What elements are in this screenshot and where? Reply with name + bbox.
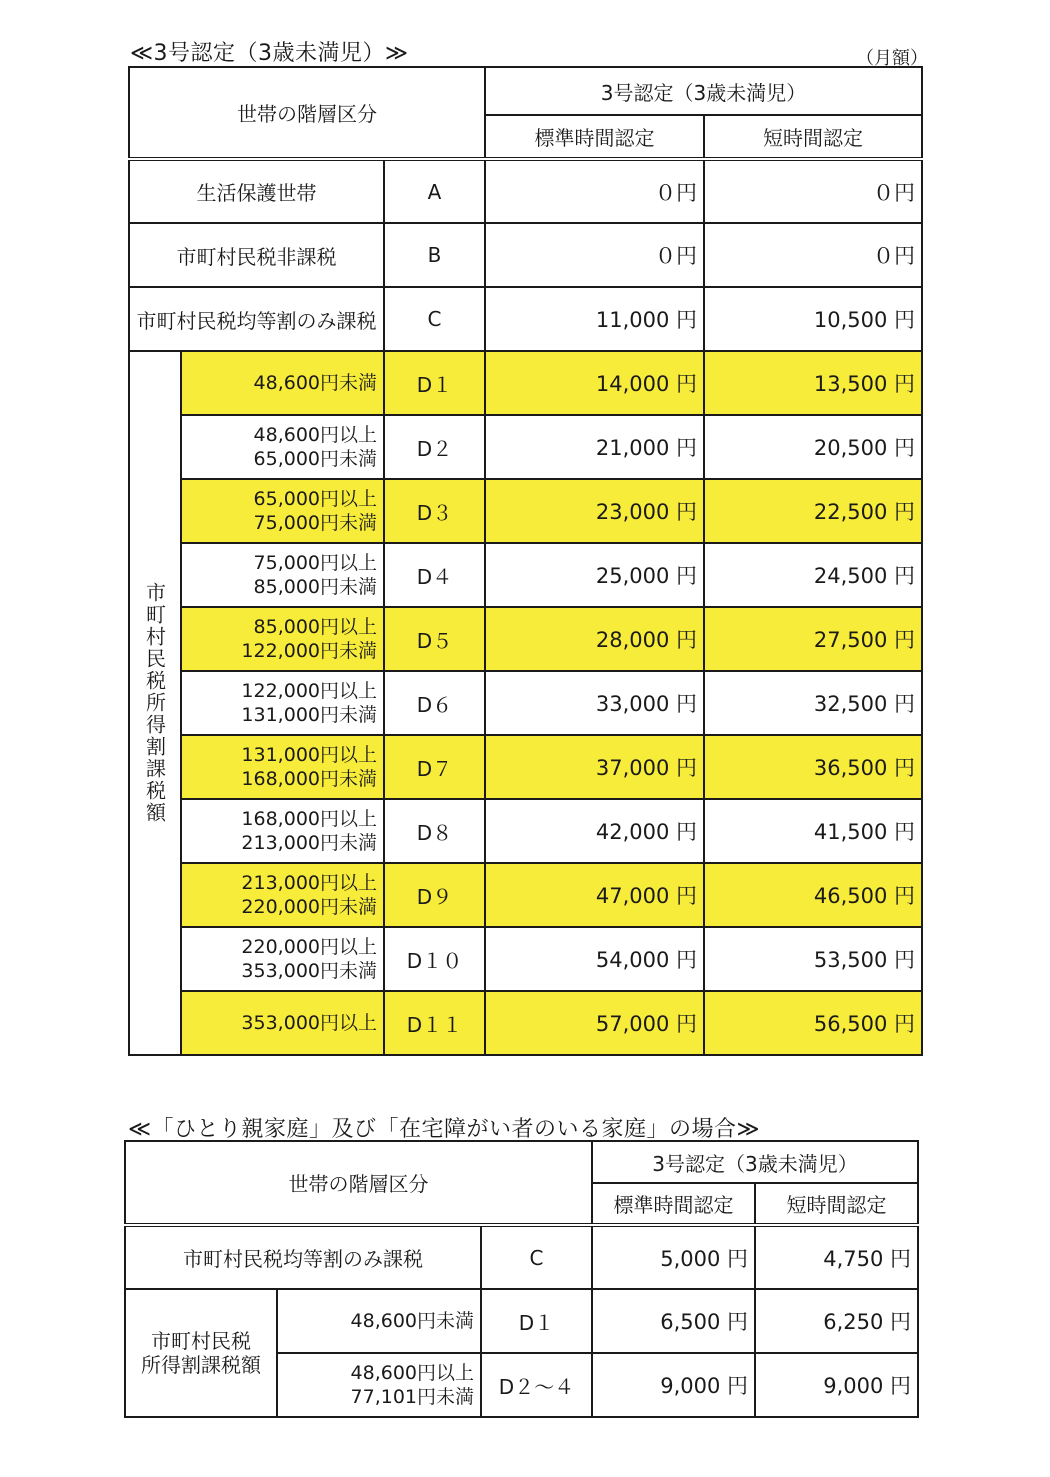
header-standard: 標準時間認定 [485, 115, 704, 159]
short-fee: 27,500 円 [704, 607, 922, 671]
fee-table-3go [128, 66, 923, 1056]
standard-fee: 42,000 円 [485, 799, 704, 863]
range-line-2: 213,000円未満 [241, 832, 377, 854]
header-standard: 標準時間認定 [592, 1183, 755, 1225]
income-range [181, 543, 384, 607]
table-row [129, 671, 922, 735]
header-group: 3号認定（3歳未満児） [485, 67, 922, 115]
short-fee: 36,500 円 [704, 735, 922, 799]
range-line-1: 48,600円未満 [350, 1310, 474, 1332]
range-line-1: 75,000円以上 [253, 552, 377, 574]
short-fee: 9,000 円 [755, 1353, 918, 1417]
range-line-1: 65,000円以上 [253, 488, 377, 510]
range-line-2: 85,000円未満 [253, 576, 377, 598]
range-line-1: 48,600円未満 [253, 372, 377, 394]
income-range [181, 607, 384, 671]
short-fee: 20,500 円 [704, 415, 922, 479]
short-fee: 4,750 円 [755, 1225, 918, 1289]
row-code: D４ [384, 543, 485, 607]
table-row [129, 351, 922, 415]
header-category: 世帯の階層区分 [125, 1141, 592, 1225]
short-fee: 32,500 円 [704, 671, 922, 735]
range-line-2: 220,000円未満 [241, 896, 377, 918]
header-short: 短時間認定 [755, 1183, 918, 1225]
short-fee: 22,500 円 [704, 479, 922, 543]
standard-fee: ０円 [485, 159, 704, 223]
income-range [181, 415, 384, 479]
short-fee: 24,500 円 [704, 543, 922, 607]
range-line-2: 122,000円未満 [241, 640, 377, 662]
short-fee: 56,500 円 [704, 991, 922, 1055]
table-row [129, 287, 922, 351]
range-line-1: 168,000円以上 [241, 808, 377, 830]
short-fee: 46,500 円 [704, 863, 922, 927]
short-fee: 41,500 円 [704, 799, 922, 863]
standard-fee: 5,000 円 [592, 1225, 755, 1289]
row-code: D１ [481, 1289, 592, 1353]
row-label: 市町村民税均等割のみ課税 [125, 1225, 481, 1289]
table-row [129, 159, 922, 223]
range-line-2: 77,101円未満 [350, 1386, 474, 1408]
table-row [129, 415, 922, 479]
standard-fee: 9,000 円 [592, 1353, 755, 1417]
row-label: 生活保護世帯 [129, 159, 384, 223]
row-code: D１ [384, 351, 485, 415]
range-line-1: 48,600円以上 [350, 1362, 474, 1384]
header-short: 短時間認定 [704, 115, 922, 159]
short-fee: ０円 [704, 223, 922, 287]
table-row [129, 223, 922, 287]
income-group-label: 市町村民税所得割課税額 [142, 582, 167, 824]
section1-title: ≪3号認定（3歳未満児）≫ [130, 41, 409, 66]
table-row [129, 799, 922, 863]
income-range [181, 927, 384, 991]
standard-fee: ０円 [485, 223, 704, 287]
range-line-1: 122,000円以上 [241, 680, 377, 702]
row-label: 市町村民税非課税 [129, 223, 384, 287]
row-code: D８ [384, 799, 485, 863]
standard-fee: 11,000 円 [485, 287, 704, 351]
row-code: D３ [384, 479, 485, 543]
income-range [181, 863, 384, 927]
row-code: C [384, 287, 485, 351]
income-range [277, 1353, 481, 1417]
table-row [129, 607, 922, 671]
row-code: D２～４ [481, 1353, 592, 1417]
income-range [277, 1289, 481, 1353]
header-group: 3号認定（3歳未満児） [592, 1141, 918, 1183]
range-line-2: 65,000円未満 [253, 448, 377, 470]
standard-fee: 57,000 円 [485, 991, 704, 1055]
row-code: D１０ [384, 927, 485, 991]
income-range [181, 799, 384, 863]
row-code: D７ [384, 735, 485, 799]
table-row [129, 479, 922, 543]
row-code: D１１ [384, 991, 485, 1055]
table-row [129, 543, 922, 607]
range-line-2: 75,000円未満 [253, 512, 377, 534]
table-row [129, 927, 922, 991]
row-code: C [481, 1225, 592, 1289]
row-code: D６ [384, 671, 485, 735]
income-group-label-line-2: 所得割課税額 [141, 1353, 261, 1377]
table-row [125, 1225, 918, 1289]
fee-table-single-parent [124, 1140, 919, 1418]
row-code: D２ [384, 415, 485, 479]
table-row [129, 863, 922, 927]
row-label: 市町村民税均等割のみ課税 [129, 287, 384, 351]
range-line-1: 85,000円以上 [253, 616, 377, 638]
range-line-1: 220,000円以上 [241, 936, 377, 958]
standard-fee: 47,000 円 [485, 863, 704, 927]
table-row [129, 735, 922, 799]
row-code: A [384, 159, 485, 223]
row-code: D５ [384, 607, 485, 671]
table-row [125, 1289, 918, 1353]
section2-title: ≪「ひとり親家庭」及び「在宅障がい者のいる家庭」の場合≫ [128, 1117, 761, 1142]
range-line-1: 213,000円以上 [241, 872, 377, 894]
standard-fee: 23,000 円 [485, 479, 704, 543]
income-range [181, 479, 384, 543]
short-fee: 53,500 円 [704, 927, 922, 991]
short-fee: ０円 [704, 159, 922, 223]
short-fee: 6,250 円 [755, 1289, 918, 1353]
standard-fee: 37,000 円 [485, 735, 704, 799]
standard-fee: 54,000 円 [485, 927, 704, 991]
header-category: 世帯の階層区分 [129, 67, 485, 159]
row-code: D９ [384, 863, 485, 927]
income-range [181, 351, 384, 415]
income-group-label-line-1: 市町村民税 [151, 1329, 251, 1353]
standard-fee: 21,000 円 [485, 415, 704, 479]
range-line-2: 131,000円未満 [241, 704, 377, 726]
income-group-cell [129, 351, 181, 1055]
row-code: B [384, 223, 485, 287]
income-group-cell [125, 1289, 277, 1417]
unit-note: （月額） [856, 48, 928, 69]
short-fee: 10,500 円 [704, 287, 922, 351]
range-line-2: 168,000円未満 [241, 768, 377, 790]
standard-fee: 33,000 円 [485, 671, 704, 735]
standard-fee: 14,000 円 [485, 351, 704, 415]
income-range [181, 735, 384, 799]
short-fee: 13,500 円 [704, 351, 922, 415]
range-line-1: 48,600円以上 [253, 424, 377, 446]
table-row [129, 991, 922, 1055]
range-line-2: 353,000円未満 [241, 960, 377, 982]
range-line-1: 353,000円以上 [241, 1012, 377, 1034]
standard-fee: 28,000 円 [485, 607, 704, 671]
income-range [181, 671, 384, 735]
range-line-1: 131,000円以上 [241, 744, 377, 766]
standard-fee: 25,000 円 [485, 543, 704, 607]
income-range [181, 991, 384, 1055]
standard-fee: 6,500 円 [592, 1289, 755, 1353]
